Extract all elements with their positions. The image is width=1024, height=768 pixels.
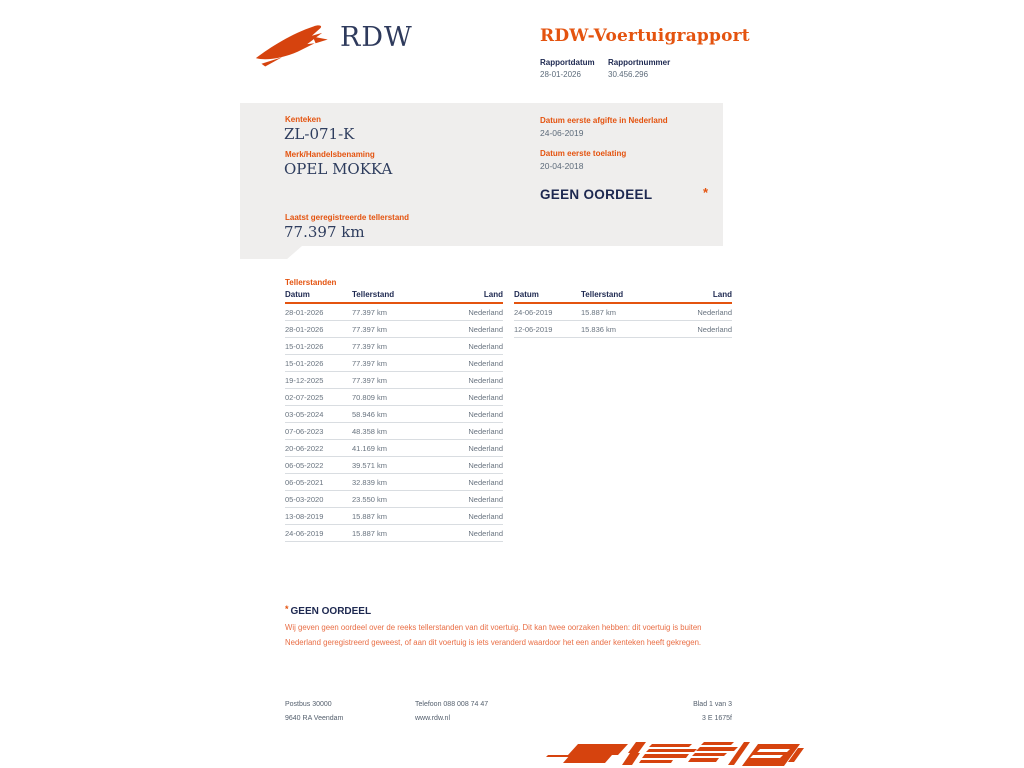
- odometer-table-right: [514, 290, 732, 338]
- country-cell: Nederland: [468, 478, 503, 487]
- date-cell: 24-06-2019: [285, 529, 324, 538]
- header-land: Land: [712, 290, 732, 299]
- footer-phone: Telefoon 088 008 74 47: [415, 701, 489, 708]
- header-datum: Datum: [514, 290, 539, 299]
- odometer-cell: 58.946 km: [352, 410, 388, 419]
- footnote-heading: [285, 604, 371, 617]
- table-row: [285, 457, 503, 474]
- document-title: RDW-Voertuigrapport: [540, 26, 750, 46]
- report-date-value: 28-01-2026: [540, 70, 581, 79]
- country-cell: Nederland: [468, 410, 503, 419]
- header-datum: Datum: [285, 290, 310, 299]
- date-cell: 15-01-2026: [285, 342, 324, 351]
- footer-address-line2: 9640 RA Veendam: [285, 715, 344, 722]
- footer-page-number: Blad 1 van 3: [693, 701, 732, 708]
- merk-value: OPEL MOKKA: [284, 160, 393, 178]
- country-cell: Nederland: [468, 359, 503, 368]
- header-tellerstand: Tellerstand: [581, 290, 624, 299]
- report-number-value: 30.456.296: [608, 70, 649, 79]
- date-cell: 12-06-2019: [514, 325, 553, 334]
- table-row: [285, 304, 503, 321]
- footnote-title: GEEN OORDEEL: [290, 606, 372, 617]
- country-cell: Nederland: [468, 427, 503, 436]
- merk-label: Merk/Handelsbenaming: [285, 150, 375, 159]
- table-header-row: [285, 290, 503, 304]
- verdict-asterisk: *: [703, 185, 709, 200]
- footnote-body: Wij geven geen oordeel over de reeks tellerstanden van dit voertuig. Dit kan twee oorzaken hebben: dit voertuig is buiten Nederland geregistreerd geweest, of aan dit voertuig is iets veranderd waardoor het een ander kenteken heeft gekregen.: [285, 623, 702, 647]
- odometer-table-left: [285, 290, 503, 542]
- laatste-tellerstand-label: Laatst geregistreerde tellerstand: [285, 213, 410, 222]
- country-cell: Nederland: [468, 512, 503, 521]
- table-row: [514, 304, 732, 321]
- odometer-cell: 32.839 km: [352, 478, 388, 487]
- odometer-cell: 70.809 km: [352, 393, 388, 402]
- eerste-afgifte-label: Datum eerste afgifte in Nederland: [540, 116, 668, 125]
- kenteken-value: ZL-071-K: [284, 125, 355, 143]
- vehicle-summary-panel: [240, 103, 723, 246]
- date-cell: 20-06-2022: [285, 444, 324, 453]
- tellerstanden-section-title: Tellerstanden: [285, 278, 337, 287]
- date-cell: 15-01-2026: [285, 359, 324, 368]
- odometer-cell: 15.887 km: [352, 529, 388, 538]
- date-cell: 13-08-2019: [285, 512, 324, 521]
- kenteken-label: Kenteken: [285, 115, 322, 124]
- odometer-cell: 77.397 km: [352, 325, 388, 334]
- footnote-asterisk: *: [285, 604, 289, 614]
- header-land: Land: [483, 290, 503, 299]
- country-cell: Nederland: [468, 461, 503, 470]
- odometer-cell: 77.397 km: [352, 359, 388, 368]
- odometer-cell: 15.887 km: [581, 308, 617, 317]
- footer-form-code: 3 E 1675f: [702, 715, 732, 722]
- country-cell: Nederland: [468, 393, 503, 402]
- date-cell: 03-05-2024: [285, 410, 324, 419]
- country-cell: Nederland: [697, 325, 732, 334]
- odometer-cell: 77.397 km: [352, 376, 388, 385]
- date-cell: 28-01-2026: [285, 308, 324, 317]
- table-row: [514, 321, 732, 338]
- date-cell: 07-06-2023: [285, 427, 324, 436]
- table-row: [285, 372, 503, 389]
- table-row: [285, 491, 503, 508]
- rdw-wordmark: RDW: [340, 22, 413, 53]
- date-cell: 24-06-2019: [514, 308, 553, 317]
- country-cell: Nederland: [468, 308, 503, 317]
- eerste-toelating-label: Datum eerste toelating: [540, 149, 627, 158]
- odometer-cell: 15.887 km: [352, 512, 388, 521]
- eerste-toelating-value: 20-04-2018: [540, 161, 584, 171]
- odometer-cell: 48.358 km: [352, 427, 388, 436]
- country-cell: Nederland: [468, 495, 503, 504]
- odometer-cell: 23.550 km: [352, 495, 388, 504]
- country-cell: Nederland: [468, 376, 503, 385]
- rdw-wing-logo-icon: [254, 22, 338, 70]
- header-tellerstand: Tellerstand: [352, 290, 395, 299]
- odometer-cell: 77.397 km: [352, 342, 388, 351]
- footer-address-line1: Postbus 30000: [285, 701, 332, 708]
- table-row: [285, 338, 503, 355]
- table-row: [285, 406, 503, 423]
- verdict-text: GEEN OORDEEL: [540, 187, 653, 202]
- laatste-tellerstand-value: 77.397 km: [284, 223, 365, 241]
- report-number-label: Rapportnummer: [608, 58, 671, 67]
- country-cell: Nederland: [468, 325, 503, 334]
- odometer-cell: 15.836 km: [581, 325, 617, 334]
- country-cell: Nederland: [468, 529, 503, 538]
- country-cell: Nederland: [468, 342, 503, 351]
- table-row: [285, 423, 503, 440]
- table-header-row: [514, 290, 732, 304]
- country-cell: Nederland: [468, 444, 503, 453]
- odometer-cell: 39.571 km: [352, 461, 388, 470]
- date-cell: 05-03-2020: [285, 495, 324, 504]
- odometer-cell: 77.397 km: [352, 308, 388, 317]
- footer-website: www.rdw.nl: [415, 715, 451, 722]
- country-cell: Nederland: [697, 308, 732, 317]
- date-cell: 28-01-2026: [285, 325, 324, 334]
- report-date-label: Rapportdatum: [540, 58, 595, 67]
- date-cell: 06-05-2022: [285, 461, 324, 470]
- odometer-cell: 41.169 km: [352, 444, 388, 453]
- date-cell: 19-12-2025: [285, 376, 324, 385]
- table-row: [285, 508, 503, 525]
- eerste-afgifte-value: 24-06-2019: [540, 128, 584, 138]
- table-row: [285, 474, 503, 491]
- date-cell: 02-07-2025: [285, 393, 324, 402]
- table-row: [285, 440, 503, 457]
- summary-panel-tail: [240, 246, 302, 259]
- date-cell: 06-05-2021: [285, 478, 324, 487]
- table-row: [285, 321, 503, 338]
- rdw-speed-stripes-graphic: [546, 740, 804, 768]
- table-row: [285, 389, 503, 406]
- table-row: [285, 525, 503, 542]
- table-row: [285, 355, 503, 372]
